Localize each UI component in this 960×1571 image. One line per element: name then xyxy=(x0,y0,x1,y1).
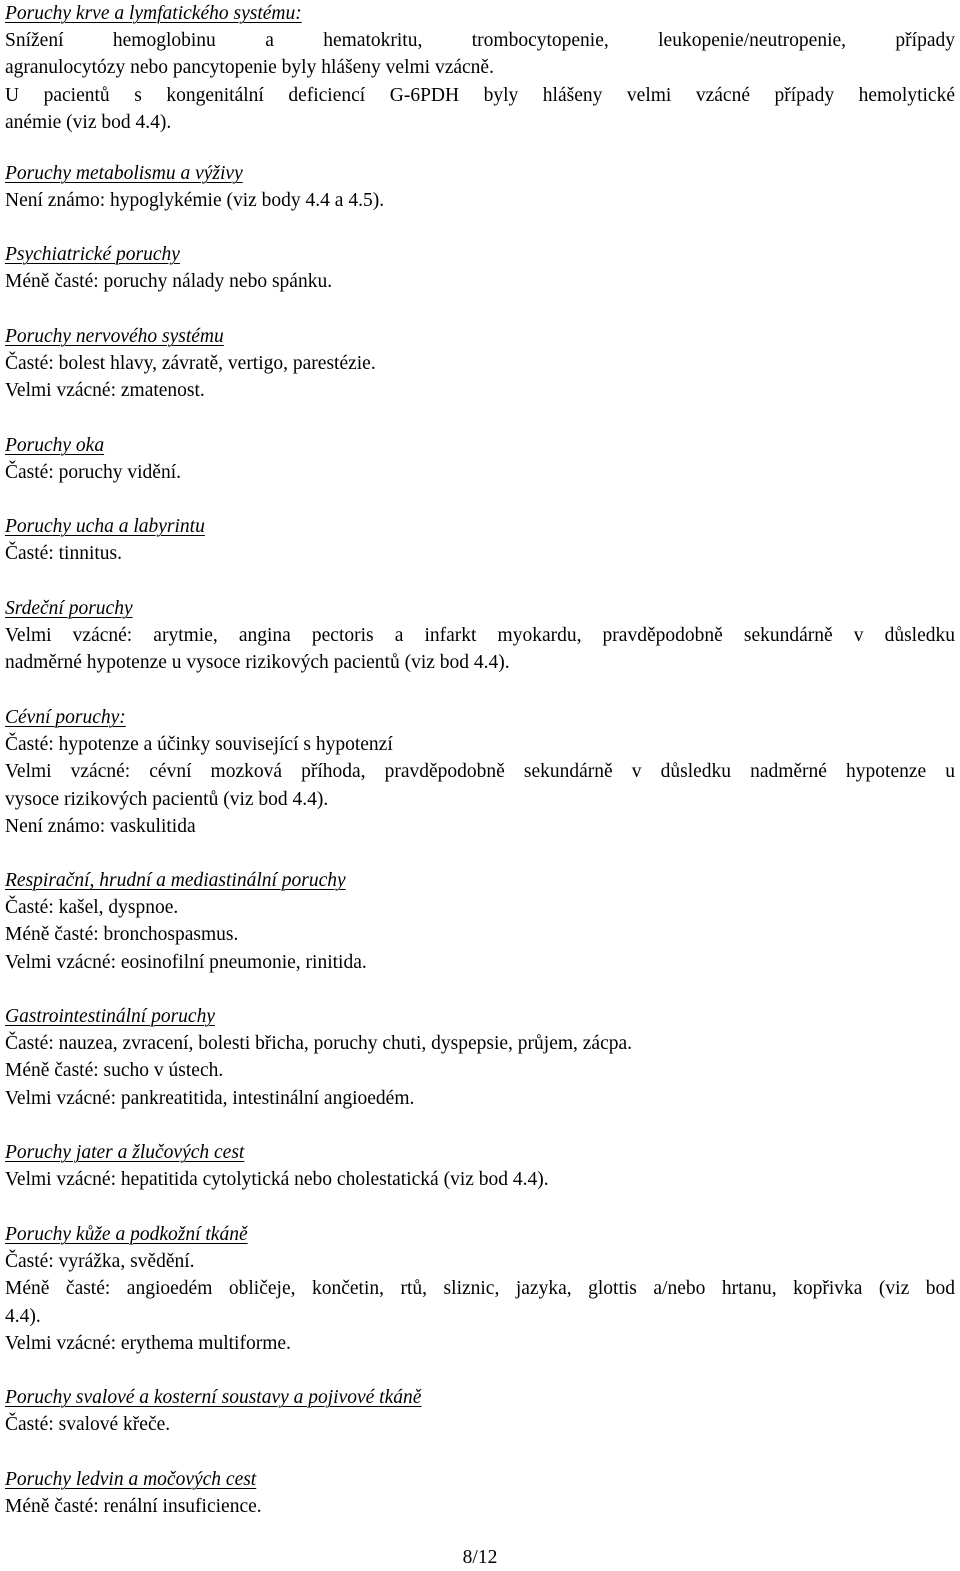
section-heading: Poruchy nervového systému xyxy=(5,326,224,347)
section-heading: Psychiatrické poruchy xyxy=(5,244,180,265)
body-line: Méně časté: sucho v ústech. xyxy=(5,1060,224,1082)
section-psychiatric xyxy=(5,241,955,295)
body-line: Časté: poruchy vidění. xyxy=(5,462,182,484)
section-respiratory xyxy=(5,867,955,976)
section-heading: Poruchy metabolismu a výživy xyxy=(5,163,243,184)
body-line: nadměrné hypotenze u vysoce rizikových pacientů (viz bod 4.4). xyxy=(5,652,510,674)
body-line: Snížení hemoglobinu a hematokritu, trombocytopenie, leukopenie/neutropenie, případy xyxy=(5,30,955,52)
section-heading: Poruchy krve a lymfatického systému: xyxy=(5,3,302,24)
section-cardiac xyxy=(5,595,955,677)
section-metabolism xyxy=(5,160,955,214)
body-line: Méně časté: renální insuficience. xyxy=(5,1496,262,1518)
body-line: U pacientů s kongenitální deficiencí G-6PDH byly hlášeny velmi vzácné případy hemolytické xyxy=(5,84,955,106)
section-skin xyxy=(5,1221,955,1357)
body-line: Méně časté: bronchospasmus. xyxy=(5,924,239,946)
section-heading: Poruchy oka xyxy=(5,435,105,456)
section-heading: Cévní poruchy: xyxy=(5,707,126,728)
section-renal xyxy=(5,1466,955,1520)
section-ear xyxy=(5,513,955,567)
body-line: Velmi vzácné: eosinofilní pneumonie, rinitida. xyxy=(5,951,367,973)
body-line: Méně časté: angioedém obličeje, končetin, rtů, sliznic, jazyka, glottis a/nebo hrtanu, kopřivka (viz bod xyxy=(5,1278,955,1300)
body-line: Velmi vzácné: arytmie, angina pectoris a infarkt myokardu, pravděpodobně sekundárně v důsledku xyxy=(5,625,955,647)
body-line: vysoce rizikových pacientů (viz bod 4.4). xyxy=(5,788,329,810)
body-line: Časté: tinnitus. xyxy=(5,543,122,565)
section-heading: Srdeční poruchy xyxy=(5,598,133,619)
section-heading: Poruchy svalové a kosterní soustavy a pojivové tkáně xyxy=(5,1387,422,1408)
section-blood-disorders xyxy=(5,0,955,136)
body-line: Není známo: vaskulitida xyxy=(5,815,196,837)
section-heading: Poruchy ledvin a močových cest xyxy=(5,1469,257,1490)
section-nervous-system xyxy=(5,323,955,405)
section-heading: Poruchy ucha a labyrintu xyxy=(5,516,205,537)
body-line: Časté: svalové křeče. xyxy=(5,1414,171,1436)
section-vascular xyxy=(5,704,955,840)
body-line: 4.4). xyxy=(5,1305,41,1327)
body-line: Časté: bolest hlavy, závratě, vertigo, parestézie. xyxy=(5,353,376,375)
body-line: anémie (viz bod 4.4). xyxy=(5,111,172,133)
section-heading: Gastrointestinální poruchy xyxy=(5,1006,215,1027)
body-line: Méně časté: poruchy nálady nebo spánku. xyxy=(5,271,333,293)
body-line: agranulocytózy nebo pancytopenie byly hlášeny velmi vzácně. xyxy=(5,57,494,79)
section-musculoskeletal xyxy=(5,1384,955,1438)
body-line: Velmi vzácné: zmatenost. xyxy=(5,380,205,402)
section-heading: Poruchy jater a žlučových cest xyxy=(5,1142,245,1163)
body-line: Časté: kašel, dyspnoe. xyxy=(5,897,179,919)
section-eye xyxy=(5,432,955,486)
body-line: Není známo: hypoglykémie (viz body 4.4 a 4.5). xyxy=(5,190,385,212)
body-line: Velmi vzácné: erythema multiforme. xyxy=(5,1332,291,1354)
section-heading: Respirační, hrudní a mediastinální poruchy xyxy=(5,870,346,891)
section-hepatobiliary xyxy=(5,1139,955,1193)
page-number: 8/12 xyxy=(462,1547,498,1568)
body-line: Velmi vzácné: pankreatitida, intestinální angioedém. xyxy=(5,1087,415,1109)
section-heading: Poruchy kůže a podkožní tkáně xyxy=(5,1224,248,1245)
body-line: Časté: hypotenze a účinky související s hypotenzí xyxy=(5,734,393,756)
body-line: Velmi vzácné: hepatitida cytolytická nebo cholestatická (viz bod 4.4). xyxy=(5,1169,549,1191)
body-line: Časté: nauzea, zvracení, bolesti břicha, poruchy chuti, dyspepsie, průjem, zácpa. xyxy=(5,1033,633,1055)
section-gastrointestinal xyxy=(5,1003,955,1112)
body-line: Časté: vyrážka, svědění. xyxy=(5,1251,195,1273)
body-line: Velmi vzácné: cévní mozková příhoda, pravděpodobně sekundárně v důsledku nadměrné hypotenze u xyxy=(5,761,955,783)
